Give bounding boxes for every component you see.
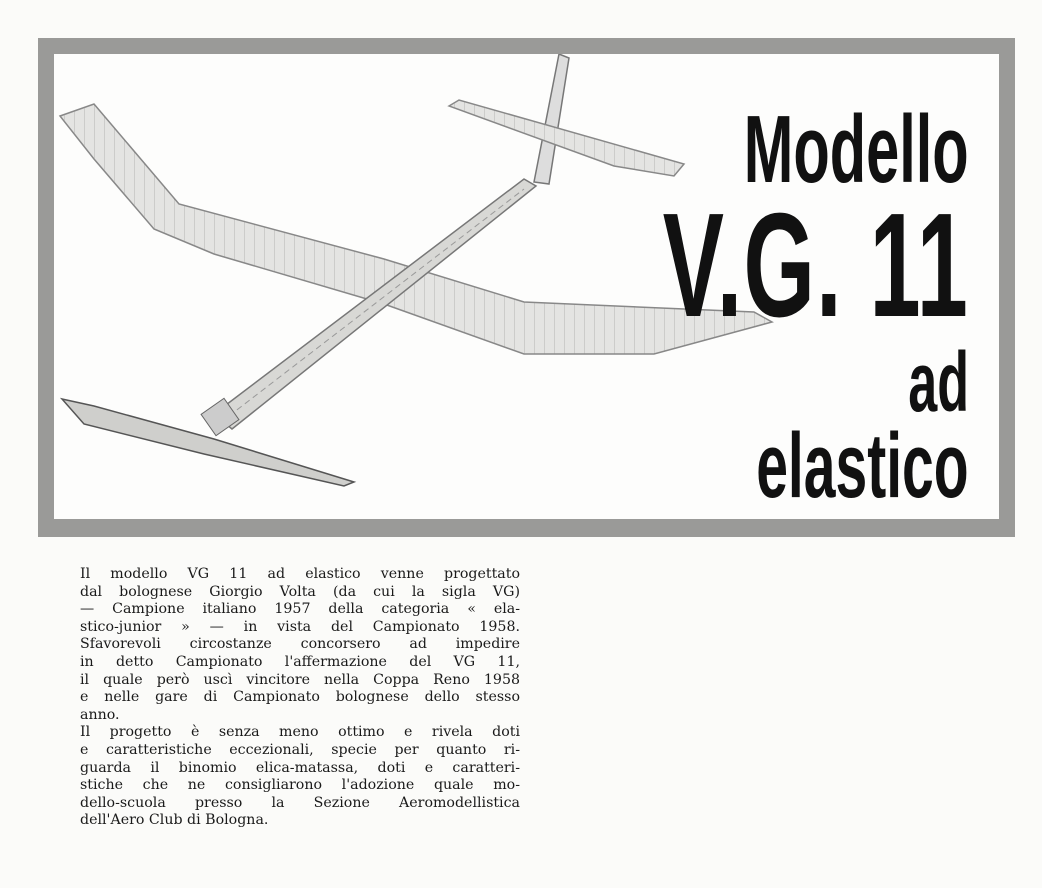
text-line: dal bolognese Giorgio Volta (da cui la sigla VG): [80, 583, 520, 600]
title-line-2: V.G. 11: [662, 183, 969, 348]
article-text: [80, 566, 520, 830]
title-line-3: ad: [908, 335, 969, 429]
text-line: in detto Campionato l'affermazione del VG 11,: [80, 653, 520, 670]
stabilizer: [449, 100, 684, 176]
text-line: Il modello VG 11 ad elastico venne progettato: [80, 566, 520, 582]
text-line: Sfavorevoli circostanze concorsero ad impedire: [80, 636, 520, 653]
text-line: anno.: [80, 706, 120, 723]
text-line: e nelle gare di Campionato bolognese dello stesso: [80, 689, 520, 706]
text-line: stiche che ne consigliarono l'adozione quale mo-: [80, 777, 520, 794]
text-line: dell'Aero Club di Bologna.: [80, 812, 269, 829]
text-line: Il progetto è senza meno ottimo e rivela doti: [80, 724, 520, 741]
text-line: stico-junior » — in vista del Campionato 1958.: [80, 618, 520, 635]
title-line-4: elastico: [756, 415, 969, 517]
photo-frame: [38, 38, 1015, 537]
title-line-1: Modello: [744, 96, 969, 203]
text-line: guarda il binomio elica-matassa, doti e caratteri-: [80, 759, 520, 776]
text-line: il quale però uscì vincitore nella Coppa Reno 1958: [80, 671, 520, 688]
fin: [534, 54, 569, 184]
text-line: e caratteristiche eccezionali, specie per quanto ri-: [80, 741, 520, 758]
text-line: — Campione italiano 1957 della categoria « ela-: [80, 601, 520, 618]
text-line: dello-scuola presso la Sezione Aeromodellistica: [80, 794, 520, 811]
